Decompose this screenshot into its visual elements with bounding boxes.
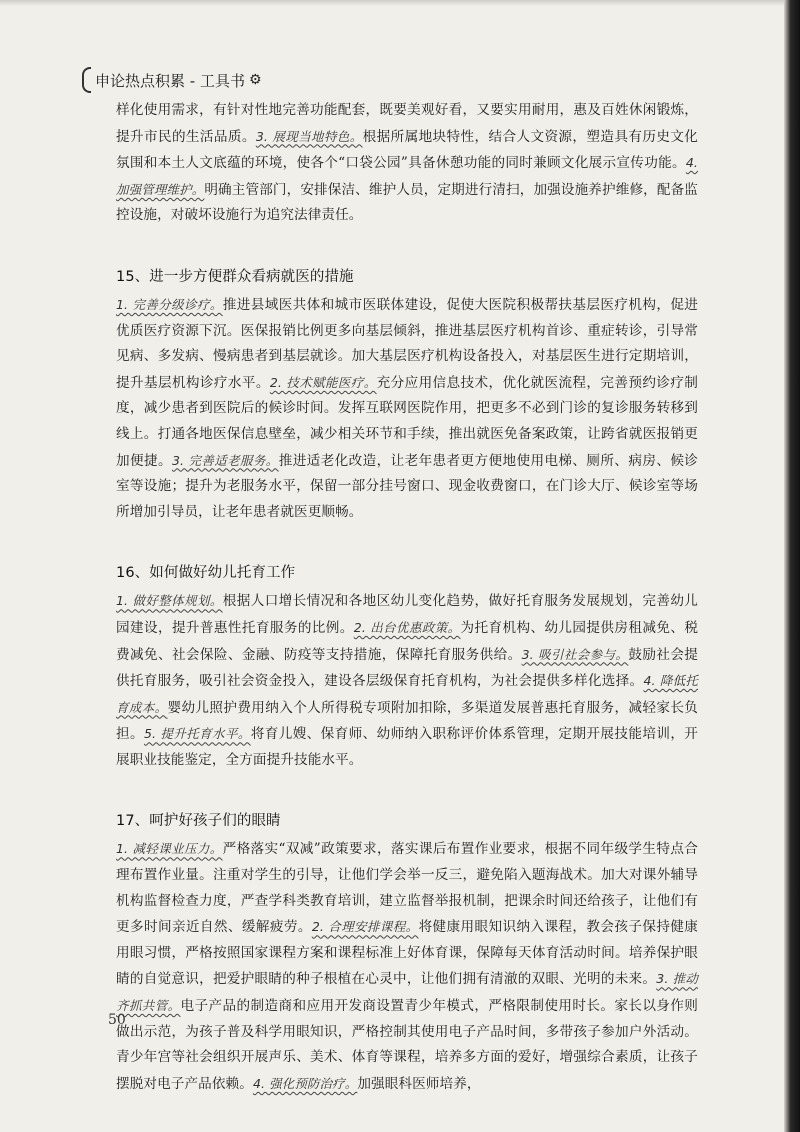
highlighted-point-heading: 4. 加强管理维护。 xyxy=(116,155,698,197)
gear-icon: ⚙ xyxy=(248,72,262,88)
section-body-15 xyxy=(116,292,698,525)
section-gap xyxy=(116,229,698,239)
highlighted-point-heading: 3. 完善适老服务。 xyxy=(171,452,279,468)
section-body-17 xyxy=(116,836,698,1097)
body-text: 明确主管部门，安排保洁、维护人员，定期进行清扫，加强设施养护维修，配备监控设施，对破坏设施行为追究法律责任。 xyxy=(116,181,698,224)
section-gap xyxy=(116,525,698,535)
highlighted-point-heading: 1. 减轻课业压力。 xyxy=(116,841,223,857)
highlighted-point-heading: 3. 展现当地特色。 xyxy=(255,128,363,144)
highlighted-point-heading: 2. 出台优惠政策。 xyxy=(353,619,461,635)
running-header xyxy=(82,66,262,94)
scan-right-edge xyxy=(784,0,800,1132)
body-text: 加强眼科医师培养， xyxy=(357,1075,481,1092)
highlighted-point-heading: 4. 降低托育成本。 xyxy=(116,673,699,715)
scan-top-edge xyxy=(0,0,800,6)
header-bracket xyxy=(82,67,91,93)
highlighted-point-heading: 1. 完善分级诊疗。 xyxy=(116,296,223,312)
body-text: 样化使用需求，有针对性地完善功能配套，既要美观好看，又要实用耐用，惠及百姓休闲锻炼，提升市民的生活品质。 xyxy=(116,102,698,145)
body-text: 推进县域医共体和城市医联体建设，促使大医院积极帮扶基层医疗机构，促进优质医疗资源下沉。医保报销比例更多向基层倾斜，推进基层医疗机构首诊、重症转诊，引导常见病、多发病、慢病患者到基层就诊。加大基层医疗机构设备投入，对基层医生进行定期培训，提升基层机构诊疗水平。 xyxy=(116,296,698,391)
body-text: 鼓励社会提供托育服务，吸引社会资金投入，建设各层级保育托育机构，为社会提供多样化选择。 xyxy=(116,646,698,690)
body-text: 严格落实“双减”政策要求，落实课后布置作业要求，根据不同年级学生特点合理布置作业量。注重对学生的引导，让他们学会举一反三，避免陷入题海战术。加大对课外辅导机构监督检查力度，严查学科类教育培训，建立监督举报机制，把课余时间还给孩子，让他们有更多时间亲近自然、缓解疲劳。 xyxy=(116,841,698,936)
body-text: 推进适老化改造，让老年患者更方便地使用电梯、厕所、病房、候诊室等设施；提升为老服务水平，保留一部分挂号窗口、现金收费窗口，在门诊大厅、候诊室等场所增加引导员，让老年患者就医更顺畅。 xyxy=(116,452,699,520)
highlighted-point-heading: 3. 吸引社会参与。 xyxy=(521,646,629,662)
section-body-16 xyxy=(116,588,698,773)
body-text: 为托育机构、幼儿园提供房租减免、税费减免、社会保险、金融、防疫等支持措施，保障托育服务供给。 xyxy=(116,619,699,663)
body-text: 将育儿嫂、保育师、幼师纳入职称评价体系管理，定期开展技能培训，开展职业技能鉴定，全方面提升技能水平。 xyxy=(116,726,699,768)
header-title: 申论热点积累 - 工具书 xyxy=(95,71,245,90)
highlighted-point-heading: 1. 做好整体规划。 xyxy=(116,593,223,609)
intro-paragraph xyxy=(116,98,698,229)
body-text: 婴幼儿照护费用纳入个人所得税专项附加扣除，多渠道发展普惠托育服务，减轻家长负担。 xyxy=(116,699,698,743)
body-text: 根据所属地块特性，结合人文资源，塑造具有历史文化氛围和本土人文底蕴的环境，使各个“口袋公园”具备休憩功能的同时兼顾文化展示宣传功能。 xyxy=(116,128,699,172)
highlighted-point-heading: 2. 合理安排课程。 xyxy=(311,919,419,935)
main-content xyxy=(116,98,698,1097)
highlighted-point-heading: 3. 推动齐抓共管。 xyxy=(116,971,698,1014)
body-text: 充分应用信息技术，优化就医流程，完善预约诊疗制度，减少患者到医院后的候诊时间。发挥互联网医院作用，把更多不必到门诊的复诊服务转移到线上。打通各地医保信息壁垒，减少相关环节和手续，推出就医免备案政策，让跨省就医报销更加便捷。 xyxy=(116,374,698,469)
highlighted-point-heading: 5. 提升托育水平。 xyxy=(143,726,251,742)
body-text: 将健康用眼知识纳入课程，教会孩子保持健康用眼习惯，严格按照国家课程方案和课程标准上好体育课，保障每天体育活动时间。培养保护眼睛的自觉意识，把爱护眼睛的种子根植在心灵中，让他们拥有清澈的双眼、光明的未来。 xyxy=(116,919,698,988)
page-number: 50 xyxy=(108,1012,126,1028)
section-title-16: 16、如何做好幼儿托育工作 xyxy=(116,565,296,582)
body-text: 电子产品的制造商和应用开发商设置青少年模式，严格限制使用时长。家长以身作则做出示范，为孩子普及科学用眼知识，严格控制其使用电子产品时间，多带孩子参加户外活动。青少年宫等社会组织开展声乐、美术、体育等课程，培养多方面的爱好，增强综合素质，让孩子摆脱对电子产品依赖。 xyxy=(116,998,698,1092)
body-text: 根据人口增长情况和各地区幼儿变化趋势，做好托育服务发展规划，完善幼儿园建设，提升普惠性托育服务的比例。 xyxy=(116,593,698,636)
section-title-15: 15、进一步方便群众看病就医的措施 xyxy=(116,268,354,285)
section-title-17: 17、呵护好孩子们的眼睛 xyxy=(116,813,281,830)
highlighted-point-heading: 2. 技术赋能医疗。 xyxy=(269,374,377,390)
section-gap xyxy=(116,773,698,783)
highlighted-point-heading: 4. 强化预防治疗。 xyxy=(252,1075,358,1091)
